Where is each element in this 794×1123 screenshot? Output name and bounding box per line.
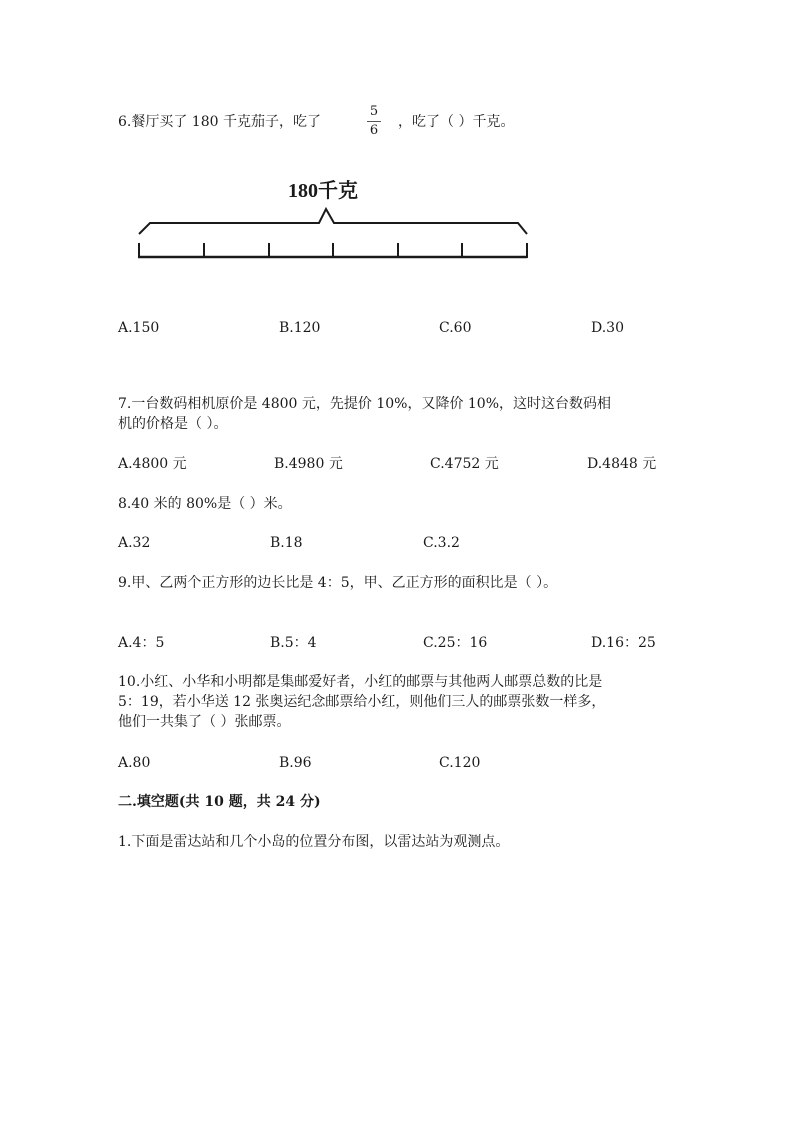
q7-option-c: C.4752 元 [430,456,499,472]
fraction-bar [367,121,381,122]
q9-option-d: D.16：25 [591,635,656,651]
q10-text-line3: 他们一共集了（ ）张邮票。 [118,714,291,730]
q6-option-c: C.60 [439,320,472,336]
q6-numerator: 5 [369,104,379,119]
q8-text: 8.40 米的 80%是（ ）米。 [118,496,292,512]
q7-option-b: B.4980 元 [274,456,343,472]
q8-option-a: A.32 [118,535,151,551]
q10-option-a: A.80 [118,755,151,771]
q9-text: 9.甲、乙两个正方形的边长比是 4：5，甲、乙正方形的面积比是（ ）。 [118,575,558,591]
q8-option-c: C.3.2 [423,535,460,551]
q8-option-b: B.18 [270,535,303,551]
q7-option-a: A.4800 元 [118,456,187,472]
section2-title: 二.填空题(共 10 题，共 24 分) [118,794,321,810]
q9-option-c: C.25：16 [423,635,488,651]
q6-option-d: D.30 [591,320,624,336]
q6-option-a: A.150 [118,320,160,336]
q10-option-b: B.96 [279,755,312,771]
q6-denominator: 6 [369,123,379,138]
q7-option-d: D.4848 元 [587,456,657,472]
q6-segment-diagram [130,170,540,270]
q10-text-line1: 10.小红、小华和小明都是集邮爱好者，小红的邮票与其他两人邮票总数的比是 [118,674,603,690]
q7-text-line1: 7.一台数码相机原价是 4800 元，先提价 10%，又降价 10%，这时这台数码相 [118,396,612,412]
section2-q1-text: 1.下面是雷达站和几个小岛的位置分布图，以雷达站为观测点。 [118,834,510,850]
brace-shape [139,209,527,234]
q9-option-a: A.4：5 [118,635,165,651]
q6-option-b: B.120 [279,320,321,336]
diagram-total-label: 180千克 [288,180,358,202]
q10-text-line2: 5：19，若小华送 12 张奥运纪念邮票给小红，则他们三人的邮票张数一样多， [118,694,606,710]
q9-option-b: B.5：4 [270,635,317,651]
q6-text-after: ，吃了（ ）千克。 [398,114,515,130]
q7-text-line2: 机的价格是（ ）。 [118,416,228,432]
q6-text-before: 6.餐厅买了 180 千克茄子，吃了 [118,114,321,130]
q10-option-c: C.120 [439,755,481,771]
q6-fraction [365,104,383,139]
